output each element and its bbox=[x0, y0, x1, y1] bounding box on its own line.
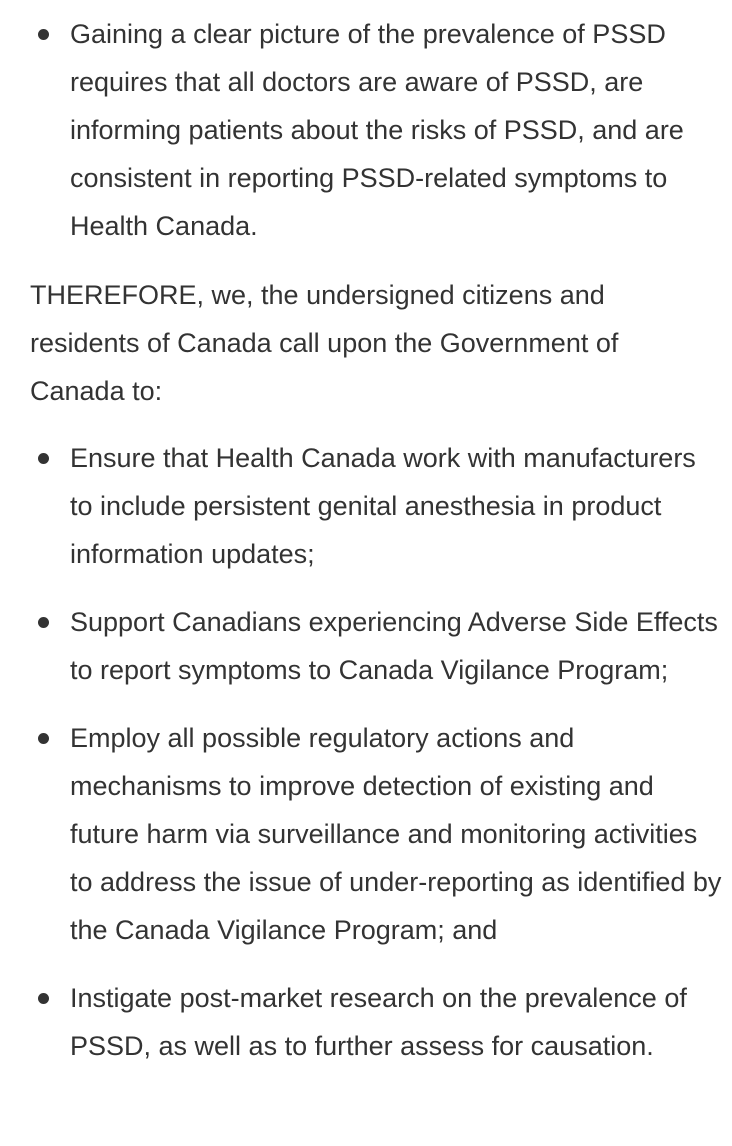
bullet-dot-icon bbox=[38, 617, 49, 628]
list-item bbox=[0, 974, 732, 1070]
list-item bbox=[0, 714, 732, 954]
list-item-text: Gaining a clear picture of the prevalence of PSSD requires that all doctors are aware of PSSD, are informing patients about the risks of PSSD, and are consistent in reporting PSSD-related symptoms to Health Canada. bbox=[70, 19, 684, 241]
list-item-text: Employ all possible regulatory actions and mechanisms to improve detection of existing and future harm via surveillance and monitoring activities to address the issue of under-reporting as identified by the Canada Vigilance Program; and bbox=[70, 723, 722, 945]
list-item-text: Ensure that Health Canada work with manufacturers to include persistent genital anesthesia in product information updates; bbox=[70, 443, 696, 569]
list-item bbox=[0, 10, 732, 250]
bullet-dot-icon bbox=[38, 29, 49, 40]
therefore-paragraph: THEREFORE, we, the undersigned citizens and residents of Canada call upon the Government of Canada to: bbox=[30, 280, 619, 406]
intro-bullet-list bbox=[0, 10, 732, 250]
list-item bbox=[0, 434, 732, 578]
requests-bullet-list bbox=[0, 434, 732, 1090]
bullet-dot-icon bbox=[38, 453, 49, 464]
list-item-text: Instigate post-market research on the prevalence of PSSD, as well as to further assess for causation. bbox=[70, 983, 687, 1061]
list-item-text: Support Canadians experiencing Adverse Side Effects to report symptoms to Canada Vigilance Program; bbox=[70, 607, 718, 685]
bullet-dot-icon bbox=[38, 733, 49, 744]
list-item bbox=[0, 598, 732, 694]
bullet-dot-icon bbox=[38, 993, 49, 1004]
